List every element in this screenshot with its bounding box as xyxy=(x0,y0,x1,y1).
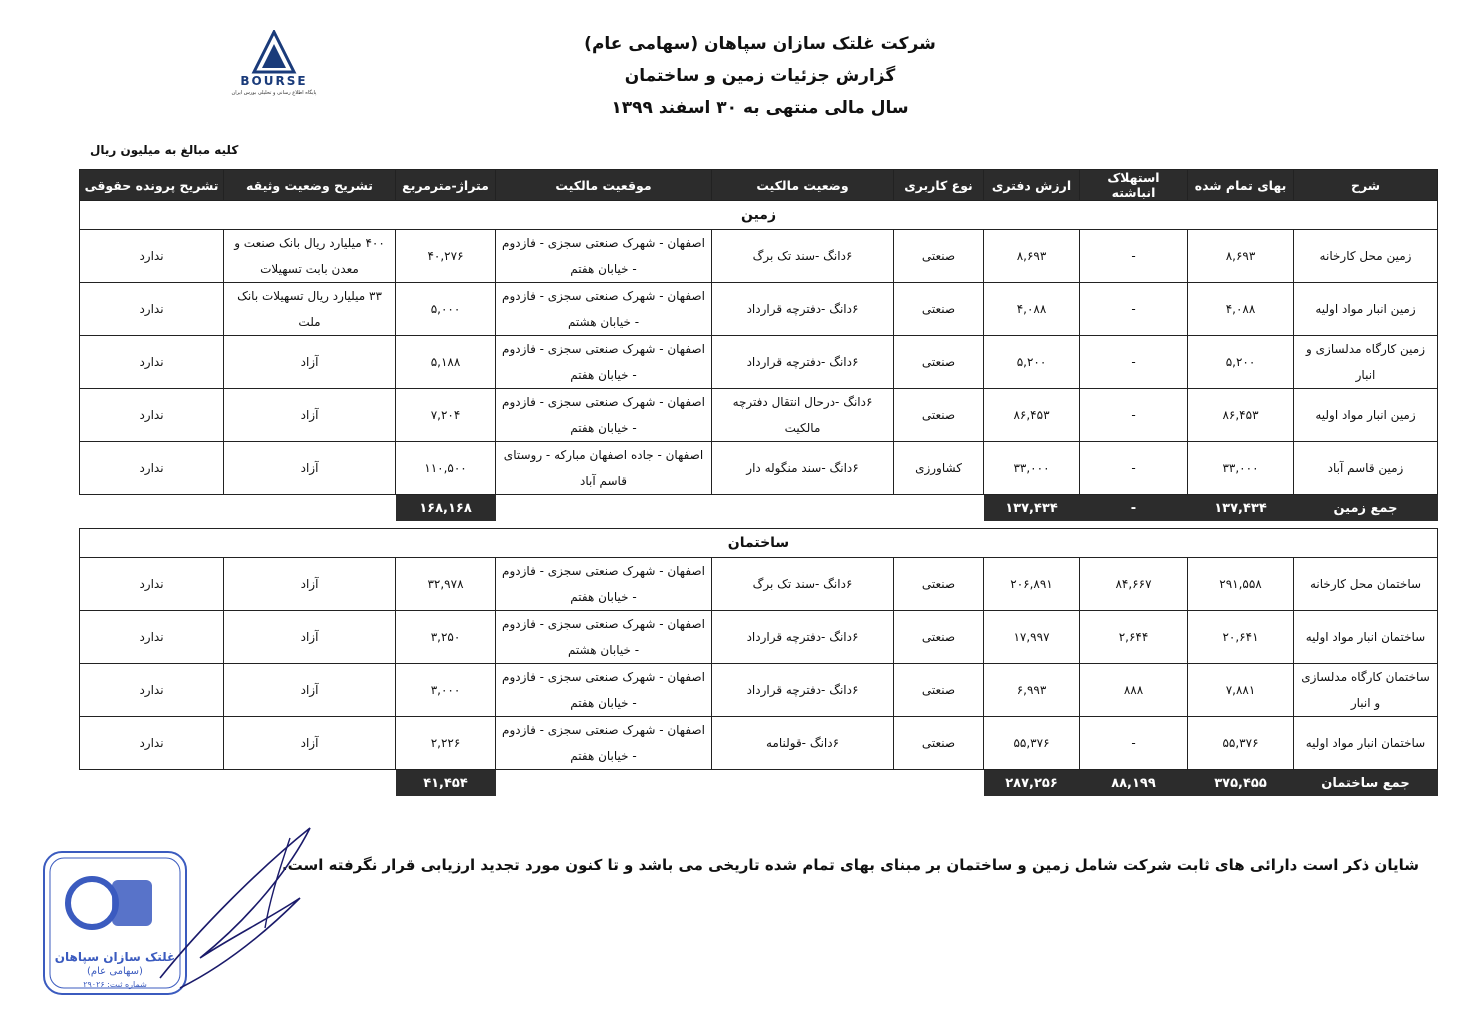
total-book-value: ۱۳۷,۴۳۴ xyxy=(984,495,1080,522)
bourse-logo-text: BOURSE xyxy=(240,74,308,88)
cell-cost: ۴,۰۸۸ xyxy=(1188,283,1294,336)
cell-desc: زمین انبار مواد اولیه xyxy=(1294,389,1438,442)
total-empty xyxy=(496,770,712,797)
stamp-company-name: غلتک سازان سپاهان xyxy=(54,950,176,964)
report-title: گزارش جزئیات زمین و ساختمان xyxy=(624,66,896,86)
bourse-logo xyxy=(228,30,320,100)
cell-legal-case: ندارد xyxy=(80,717,224,770)
cell-book-value: ۸۶,۴۵۳ xyxy=(984,389,1080,442)
cell-desc: ساختمان محل کارخانه xyxy=(1294,558,1438,611)
table-row xyxy=(80,664,1438,717)
cell-location: اصفهان - شهرک صنعتی سجزی - فازدوم - خیابان هشتم xyxy=(496,611,712,664)
cell-collateral: آزاد xyxy=(224,717,396,770)
total-empty xyxy=(224,770,396,797)
total-row-land xyxy=(80,495,1438,522)
cell-desc: زمین انبار مواد اولیه xyxy=(1294,283,1438,336)
total-empty xyxy=(80,495,224,522)
section-row xyxy=(80,201,1438,230)
cell-legal-case: ندارد xyxy=(80,611,224,664)
col-header: ارزش دفتری xyxy=(984,170,1080,201)
cell-legal-case: ندارد xyxy=(80,558,224,611)
stamp-registration: شماره ثبت: ۲۹۰۲۶ xyxy=(83,980,147,989)
cell-book-value: ۴,۰۸۸ xyxy=(984,283,1080,336)
cell-area: ۳,۰۰۰ xyxy=(396,664,496,717)
cell-depreciation: - xyxy=(1080,389,1188,442)
col-header: شرح xyxy=(1294,170,1438,201)
cell-collateral: آزاد xyxy=(224,442,396,495)
cell-desc: ساختمان انبار مواد اولیه xyxy=(1294,717,1438,770)
cell-cost: ۲۹۱,۵۵۸ xyxy=(1188,558,1294,611)
cell-location: اصفهان - جاده اصفهان مبارکه - روستای قاسم آباد xyxy=(496,442,712,495)
table-row xyxy=(80,283,1438,336)
cell-collateral: آزاد xyxy=(224,336,396,389)
cell-legal-case: ندارد xyxy=(80,283,224,336)
total-area: ۱۶۸,۱۶۸ xyxy=(396,495,496,522)
total-row-building xyxy=(80,770,1438,797)
report-period: سال مالی منتهی به ۳۰ اسفند ۱۳۹۹ xyxy=(611,98,909,118)
col-header: وضعیت مالکیت xyxy=(712,170,894,201)
cell-collateral: آزاد xyxy=(224,611,396,664)
cell-area: ۵,۰۰۰ xyxy=(396,283,496,336)
total-empty xyxy=(80,770,224,797)
table-row xyxy=(80,558,1438,611)
unit-note: کلیه مبالغ به میلیون ریال xyxy=(90,143,239,157)
cell-cost: ۸,۶۹۳ xyxy=(1188,230,1294,283)
cell-depreciation: - xyxy=(1080,283,1188,336)
cell-depreciation: - xyxy=(1080,442,1188,495)
total-book-value: ۲۸۷,۲۵۶ xyxy=(984,770,1080,797)
cell-book-value: ۵۵,۳۷۶ xyxy=(984,717,1080,770)
cell-ownership-status: ۶دانگ -دفترچه قرارداد xyxy=(712,336,894,389)
cell-cost: ۵,۲۰۰ xyxy=(1188,336,1294,389)
stamp-subtitle: (سهامی عام) xyxy=(87,966,143,977)
cell-usage: صنعتی xyxy=(894,283,984,336)
cell-ownership-status: ۶دانگ -سند منگوله دار xyxy=(712,442,894,495)
cell-usage: صنعتی xyxy=(894,230,984,283)
cell-area: ۱۱۰,۵۰۰ xyxy=(396,442,496,495)
total-cost: ۳۷۵,۴۵۵ xyxy=(1188,770,1294,797)
cell-cost: ۲۰,۶۴۱ xyxy=(1188,611,1294,664)
col-header: متراژ-مترمربع xyxy=(396,170,496,201)
cell-ownership-status: ۶دانگ -دفترچه قرارداد xyxy=(712,611,894,664)
total-label: جمع ساختمان xyxy=(1294,770,1438,797)
bourse-logo-mark xyxy=(228,30,320,76)
cell-usage: صنعتی xyxy=(894,389,984,442)
cell-book-value: ۳۳,۰۰۰ xyxy=(984,442,1080,495)
cell-collateral: آزاد xyxy=(224,664,396,717)
cell-location: اصفهان - شهرک صنعتی سجزی - فازدوم - خیابان هفتم xyxy=(496,389,712,442)
cell-usage: صنعتی xyxy=(894,336,984,389)
cell-usage: صنعتی xyxy=(894,611,984,664)
building-table-body xyxy=(80,529,1438,770)
table-row xyxy=(80,230,1438,283)
col-header: بهای تمام شده xyxy=(1188,170,1294,201)
table-row xyxy=(80,442,1438,495)
section-title-land: زمین xyxy=(80,201,1438,230)
cell-cost: ۷,۸۸۱ xyxy=(1188,664,1294,717)
cell-usage: صنعتی xyxy=(894,717,984,770)
total-cost: ۱۳۷,۴۳۴ xyxy=(1188,495,1294,522)
cell-collateral: ۳۳ میلیارد ریال تسهیلات بانک ملت xyxy=(224,283,396,336)
cell-desc: ساختمان کارگاه مدلسازی و انبار xyxy=(1294,664,1438,717)
cell-usage: صنعتی xyxy=(894,558,984,611)
land-table xyxy=(79,169,1438,521)
cell-ownership-status: ۶دانگ -دفترچه قرارداد xyxy=(712,283,894,336)
total-empty xyxy=(894,770,984,797)
cell-cost: ۸۶,۴۵۳ xyxy=(1188,389,1294,442)
cell-area: ۴۰,۲۷۶ xyxy=(396,230,496,283)
col-header: تشریح وضعیت وثیقه xyxy=(224,170,396,201)
cell-desc: ساختمان انبار مواد اولیه xyxy=(1294,611,1438,664)
cell-book-value: ۶,۹۹۳ xyxy=(984,664,1080,717)
total-empty xyxy=(496,495,712,522)
cell-usage: کشاورزی xyxy=(894,442,984,495)
cell-depreciation: - xyxy=(1080,230,1188,283)
cell-depreciation: - xyxy=(1080,336,1188,389)
total-depreciation: - xyxy=(1080,495,1188,522)
cell-location: اصفهان - شهرک صنعتی سجزی - فازدوم - خیابان هفتم xyxy=(496,558,712,611)
cell-book-value: ۵,۲۰۰ xyxy=(984,336,1080,389)
cell-ownership-status: ۶دانگ -قولنامه xyxy=(712,717,894,770)
cell-area: ۵,۱۸۸ xyxy=(396,336,496,389)
cell-area: ۳۲,۹۷۸ xyxy=(396,558,496,611)
cell-location: اصفهان - شهرک صنعتی سجزی - فازدوم - خیابان هفتم xyxy=(496,717,712,770)
col-header: استهلاک انباشته xyxy=(1080,170,1188,201)
total-area: ۴۱,۴۵۴ xyxy=(396,770,496,797)
cell-location: اصفهان - شهرک صنعتی سجزی - فازدوم - خیابان هشتم xyxy=(496,283,712,336)
total-depreciation: ۸۸,۱۹۹ xyxy=(1080,770,1188,797)
footnote: شایان ذکر است دارائی های ثابت شرکت شامل زمین و ساختمان بر مبنای بهای تمام شده تاریخی می باشد و تا کنون مورد تجدید ارزیابی قرار نگرفته است. xyxy=(281,856,1419,874)
cell-location: اصفهان - شهرک صنعتی سجزی - فازدوم - خیابان هفتم xyxy=(496,664,712,717)
total-label: جمع زمین xyxy=(1294,495,1438,522)
cell-collateral: ۴۰۰ میلیارد ریال بانک صنعت و معدن بابت تسهیلات xyxy=(224,230,396,283)
cell-depreciation: ۸۸۸ xyxy=(1080,664,1188,717)
cell-book-value: ۱۷,۹۹۷ xyxy=(984,611,1080,664)
section-title-building: ساختمان xyxy=(80,529,1438,558)
land-table-body xyxy=(80,201,1438,495)
cell-ownership-status: ۶دانگ -سند تک برگ xyxy=(712,558,894,611)
col-header: نوع کاربری xyxy=(894,170,984,201)
cell-book-value: ۸,۶۹۳ xyxy=(984,230,1080,283)
table-row xyxy=(80,611,1438,664)
report-header xyxy=(500,28,1020,124)
cell-area: ۳,۲۵۰ xyxy=(396,611,496,664)
cell-desc: زمین قاسم آباد xyxy=(1294,442,1438,495)
cell-cost: ۵۵,۳۷۶ xyxy=(1188,717,1294,770)
cell-location: اصفهان - شهرک صنعتی سجزی - فازدوم - خیابان هفتم xyxy=(496,230,712,283)
table-row xyxy=(80,336,1438,389)
cell-ownership-status: ۶دانگ -درحال انتقال دفترچه مالکیت xyxy=(712,389,894,442)
cell-area: ۲,۲۲۶ xyxy=(396,717,496,770)
cell-legal-case: ندارد xyxy=(80,336,224,389)
signature-icon xyxy=(140,808,340,1008)
table-row xyxy=(80,717,1438,770)
total-empty xyxy=(224,495,396,522)
col-header: تشریح پرونده حقوقی xyxy=(80,170,224,201)
cell-depreciation: ۲,۶۴۴ xyxy=(1080,611,1188,664)
cell-book-value: ۲۰۶,۸۹۱ xyxy=(984,558,1080,611)
total-empty xyxy=(712,770,894,797)
total-empty xyxy=(712,495,894,522)
cell-area: ۷,۲۰۴ xyxy=(396,389,496,442)
cell-desc: زمین کارگاه مدلسازی و انبار xyxy=(1294,336,1438,389)
cell-legal-case: ندارد xyxy=(80,230,224,283)
company-name: شرکت غلتک سازان سپاهان (سهامی عام) xyxy=(584,34,936,54)
cell-depreciation: ۸۴,۶۶۷ xyxy=(1080,558,1188,611)
section-row xyxy=(80,529,1438,558)
cell-desc: زمین محل کارخانه xyxy=(1294,230,1438,283)
cell-usage: صنعتی xyxy=(894,664,984,717)
table-row xyxy=(80,389,1438,442)
building-table xyxy=(79,528,1438,796)
cell-collateral: آزاد xyxy=(224,558,396,611)
cell-collateral: آزاد xyxy=(224,389,396,442)
cell-legal-case: ندارد xyxy=(80,442,224,495)
total-empty xyxy=(894,495,984,522)
cell-ownership-status: ۶دانگ -سند تک برگ xyxy=(712,230,894,283)
bourse-logo-subtext: پایگاه اطلاع رسانی و تحلیلی بورس ایران xyxy=(231,90,317,96)
cell-depreciation: - xyxy=(1080,717,1188,770)
cell-cost: ۳۳,۰۰۰ xyxy=(1188,442,1294,495)
col-header: موقعیت مالکیت xyxy=(496,170,712,201)
cell-ownership-status: ۶دانگ -دفترچه قرارداد xyxy=(712,664,894,717)
cell-location: اصفهان - شهرک صنعتی سجزی - فازدوم - خیابان هفتم xyxy=(496,336,712,389)
cell-legal-case: ندارد xyxy=(80,664,224,717)
table-header-row xyxy=(80,170,1438,201)
cell-legal-case: ندارد xyxy=(80,389,224,442)
